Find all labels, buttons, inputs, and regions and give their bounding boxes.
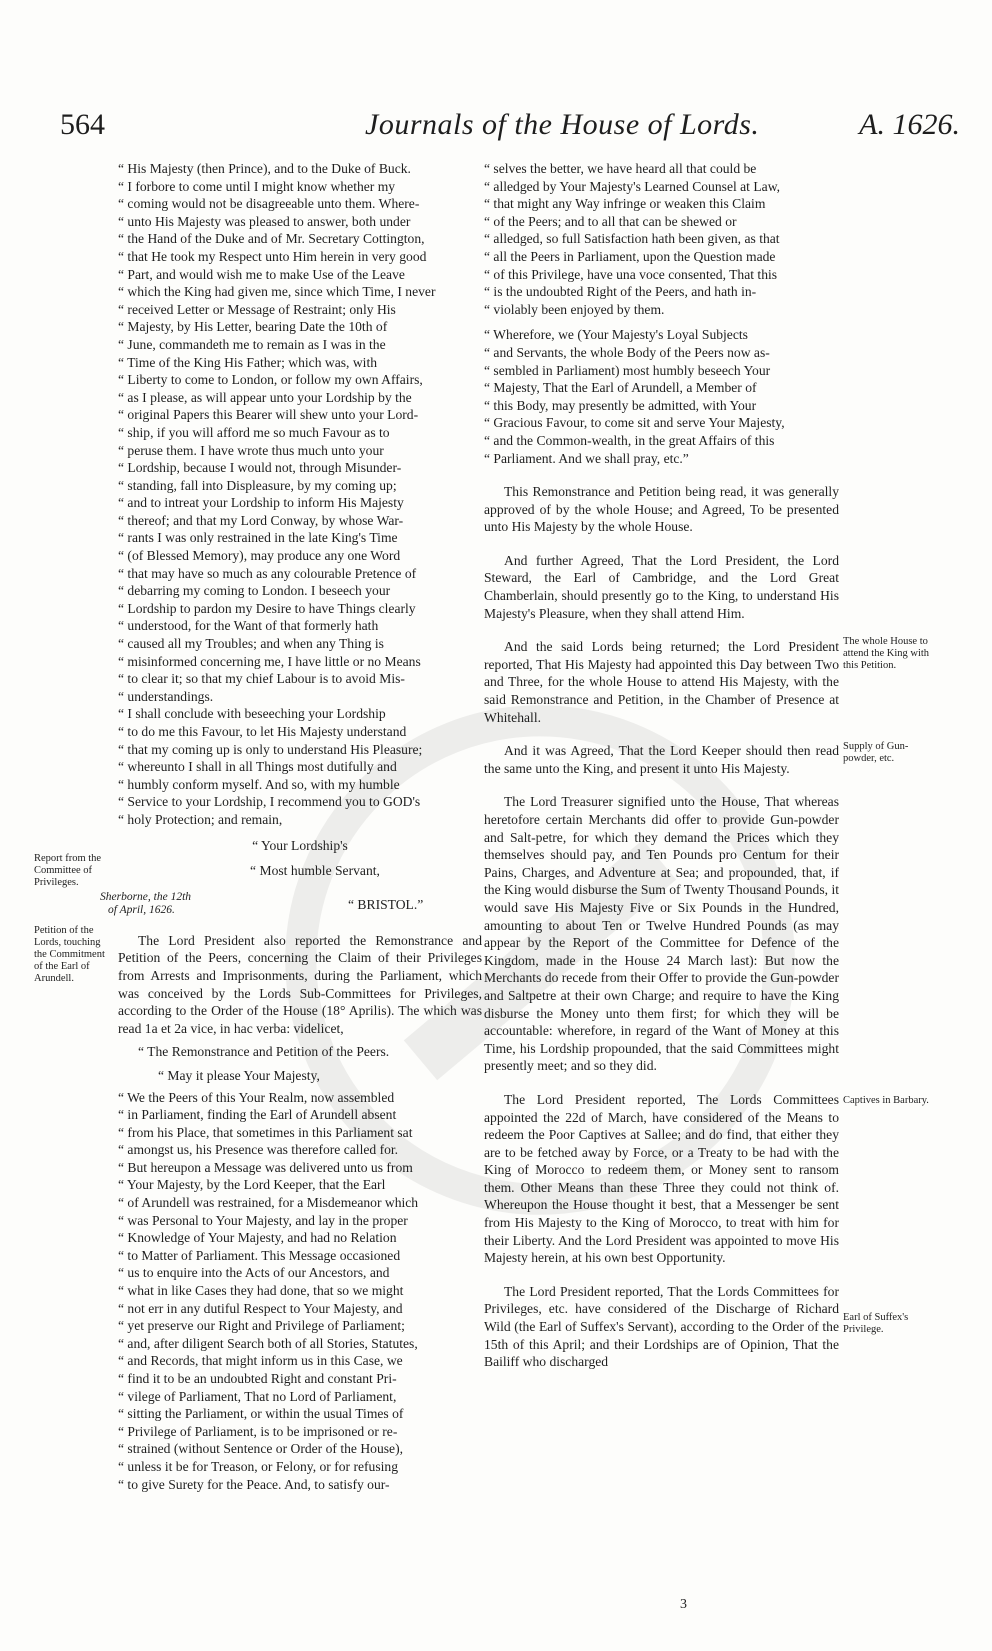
- wherefore-line: “ Gracious Favour, to come sit and serve Your Majesty,: [484, 415, 785, 431]
- margin-note-gunpowder: Supply of Gun-powder, etc.: [843, 741, 909, 764]
- letter-line: “ which the King had given me, since which Time, I never: [118, 284, 436, 300]
- petition-line: “ We the Peers of this Your Realm, now assembled: [118, 1089, 395, 1105]
- petition-line: “ and Records, that might inform us in this Case, we: [118, 1353, 403, 1369]
- petition-line: “ of this Privilege, have una voce consented, That this: [484, 266, 778, 282]
- page-year: A. 1626.: [859, 108, 960, 141]
- paragraph-captives: The Lord President reported, The Lords Committees appointed the 22d of March, have considered of the Means to redeem the Poor Captives at Sallee; and do find, that either they are to be fetched away by Force, or a Treaty to be had with the King of Morocco to redeem them, or Money sent to ransom them. Other Means than these Three they could not think of. Whereupon the House thought it best, that a Messenger be sent from His Majesty to the King of Morocco, to treat with him for their Liberty. And the Lord President was appointed to move His Majesty herein, at his own best Opportunity.: [484, 1091, 839, 1266]
- petition-line: “ alledged by Your Majesty's Learned Counsel at Law,: [484, 178, 781, 194]
- letter-line: “ understood, for the Want of that formerly hath: [118, 618, 379, 634]
- petition-line: “ find it to be an undoubted Right and constant Pri-: [118, 1371, 397, 1386]
- paragraph-further-agreed: And further Agreed, That the Lord President, the Lord Steward, the Earl of Cambridge, and the Lord Great Chamberlain, should presently go to the King, to understand His Majesty's Pleasure, when they shall attend Him.: [484, 552, 839, 621]
- letter-line: “ Liberty to come to London, or follow my own Affairs,: [118, 372, 423, 388]
- petition-line: “ violably been enjoyed by them.: [484, 301, 665, 317]
- petition-continuation: [484, 160, 839, 318]
- salutation: “ May it please Your Majesty,: [158, 1067, 320, 1083]
- letter-line: “ Lordship, because I would not, through Misunder-: [118, 460, 402, 476]
- closing-line: “ holy Protection; and remain,: [118, 811, 283, 827]
- dateline-block: [100, 890, 482, 920]
- petition-line: “ what in like Cases they had done, that so we might: [118, 1283, 404, 1299]
- letter-line: “ that may have so much as any colourable Pretence of: [118, 565, 417, 581]
- closing-line: “ whereunto I shall in all Things most dutifully and: [118, 759, 397, 775]
- margin-note-whole-house: The whole House to attend the King with this Petition.: [843, 636, 930, 671]
- wherefore-line: “ sembled in Parliament) most humbly beseech Your: [484, 362, 771, 378]
- margin-note-suffex: Earl of Suffex's Privilege.: [843, 1312, 909, 1335]
- wherefore-line: “ Majesty, That the Earl of Arundell, a Member of: [484, 380, 757, 396]
- letter-line: “ His Majesty (then Prince), and to the Duke of Buck.: [118, 161, 411, 176]
- letter-line: “ Part, and would wish me to make Use of the Leave: [118, 266, 405, 282]
- closing-line: “ Service to your Lordship, I recommend you to GOD's: [118, 794, 421, 810]
- wherefore-line: “ and Servants, the whole Body of the Peers now as-: [484, 344, 770, 360]
- petition-line: “ Your Majesty, by the Lord Keeper, that the Earl: [118, 1177, 386, 1193]
- wherefore-line: “ Parliament. And we shall pray, etc.”: [484, 450, 689, 466]
- paragraph-lords-returned: And the said Lords being returned; the Lord President reported, That His Majesty had appointed this Day between Two and Three, for the whole House to attend His Majesty, with the said Remonstrance and Petition, in the Chamber of Presence at Whitehall.: [484, 639, 839, 725]
- letter-line: “ Time of the King His Father; which was, with: [118, 354, 378, 370]
- petition-body: [118, 1089, 482, 1494]
- closing-line: “ that my coming up is only to understand His Pleasure;: [118, 741, 423, 757]
- wherefore-line: “ this Body, may presently be admitted, with Your: [484, 397, 757, 413]
- paragraph-lord-treasurer: The Lord Treasurer signified unto the House, That whereas heretofore certain Merchants did offer to provide Gun-powder and Salt-petre, for which they demand the Prices which they themselves should pay, and Ten Pounds pro Centum for their Pains, Charges, and Adventure at Sea; and propounded, that, if the King would disburse the Sum of Twenty Thousand Pounds, it would save His Majesty Five or Six Pounds in the Hundred, amounting to about Ten or Twelve Hundred Pounds (as may appear by the Report of the Committee for Defence of the Kingdom, made in the House 24 March last): But now the Merchants do recede from their Offer to provide the Gun-powder and Saltpetre at their own Charge; and require to have the King disburse the Money unto them first; for which they will be accountable: wherefore, in regard of the Want of Money at this Time, his Lordship propounded, that the said Committees might presently meet; and so they did.: [484, 794, 839, 1074]
- letter-line: “ to clear it; so that my chief Labour is to avoid Mis-: [118, 671, 405, 687]
- petition-line: “ us to enquire into the Acts of our Ancestors, and: [118, 1265, 390, 1281]
- wherefore-line: “ Wherefore, we (Your Majesty's Loyal Subjects: [484, 327, 748, 343]
- letter-line: “ coming would not be disagreeable unto them. Where-: [118, 196, 420, 212]
- letter-line: “ the Hand of the Duke and of Mr. Secretary Cottington,: [118, 231, 425, 247]
- right-column: [484, 160, 839, 1371]
- petition-line: “ alledged, so full Satisfaction hath been given, as that: [484, 231, 780, 247]
- letter-line: “ peruse them. I have wrote thus much unto your: [118, 442, 384, 458]
- sign-off-servant: “ Most humble Servant,: [250, 863, 380, 879]
- margin-note-petition-lords: Petition of the Lords, touching the Commitment of the Earl of Arundell.: [34, 925, 105, 984]
- signature-mark: 3: [680, 1597, 687, 1612]
- letter-line: “ understandings.: [118, 688, 214, 704]
- letter-line: “ debarring my coming to London. I beseech your: [118, 583, 391, 599]
- petition-line: “ of Arundell was restrained, for a Misdemeanor which: [118, 1195, 419, 1211]
- letter-line: “ I forbore to come until I might know whether my: [118, 178, 396, 194]
- petition-line: “ yet preserve our Right and Privilege of Parliament;: [118, 1318, 405, 1334]
- letter-line: “ unto His Majesty was pleased to answer, both under: [118, 213, 411, 229]
- petition-line: “ all the Peers in Parliament, upon the Question made: [484, 248, 776, 264]
- petition-line: “ and, after diligent Search both of all Stories, Statutes,: [118, 1335, 418, 1351]
- closing-line: “ to do me this Favour, to let His Majesty understand: [118, 724, 407, 739]
- petition-line: “ to Matter of Parliament. This Message occasioned: [118, 1247, 401, 1263]
- petition-line: “ strained (without Sentence or Order of the House),: [118, 1441, 403, 1457]
- page-number: 564: [60, 108, 105, 141]
- petition-line: “ was Personal to Your Majesty, and lay in the proper: [118, 1212, 408, 1228]
- letter-line: “ thereof; and that my Lord Conway, by whose War-: [118, 512, 404, 528]
- page-header: [60, 108, 960, 148]
- sign-off-lordship: “ Your Lordship's: [252, 837, 348, 853]
- letter-line: “ misinformed concerning me, I have little or no Means: [118, 653, 421, 669]
- letter-line: “ standing, fall into Displeasure, by my coming up;: [118, 477, 397, 493]
- letter-line: “ that He took my Respect unto Him herein in very good: [118, 248, 427, 264]
- petition-line: “ But hereupon a Message was delivered unto us from: [118, 1159, 413, 1175]
- petition-line: “ unless it be for Treason, or Felony, or for refusing: [118, 1458, 399, 1474]
- letter-line: “ (of Blessed Memory), may produce any one Word: [118, 548, 401, 564]
- letter-line: “ original Papers this Bearer will shew unto your Lord-: [118, 407, 419, 423]
- letter-body: [118, 160, 482, 705]
- running-title: Journals of the House of Lords.: [365, 108, 760, 141]
- letter-closing: [118, 705, 482, 828]
- petition-line: “ from his Place, that sometimes in this Parliament sat: [118, 1124, 413, 1140]
- petition-line: “ to give Surety for the Peace. And, to satisfy our-: [118, 1476, 390, 1492]
- petition-line: “ is the undoubted Right of the Peers, and hath in-: [484, 284, 757, 300]
- paragraph-approved: This Remonstrance and Petition being read, it was generally approved of by the whole House; and Agreed, To be presented unto His Majesty by the whole House.: [484, 484, 839, 535]
- wherefore-block: [484, 326, 839, 467]
- letter-line: “ ship, if you will afford me so much Favour as to: [118, 424, 390, 440]
- petition-line: “ not err in any dutiful Respect to Your Majesty, and: [118, 1300, 403, 1316]
- petition-line: “ sitting the Parliament, or within the usual Times of: [118, 1406, 404, 1422]
- petition-line: “ that might any Way infringe or weaken this Claim: [484, 196, 766, 212]
- letter-line: “ and to intreat your Lordship to inform His Majesty: [118, 495, 404, 511]
- petition-line: “ Knowledge of Your Majesty, and had no Relation: [118, 1230, 397, 1246]
- dateline-place: Sherborne, the 12th: [100, 890, 192, 903]
- letter-line: “ June, commandeth me to remain as I was in the: [118, 336, 386, 352]
- paragraph-lord-keeper: And it was Agreed, That the Lord Keeper should then read the same unto the King, and present it unto His Majesty.: [484, 743, 839, 776]
- letter-line: “ as I please, as will appear unto your Lordship by the: [118, 389, 412, 405]
- letter-line: “ received Letter or Message of Restraint; only His: [118, 301, 396, 317]
- report-paragraph: The Lord President also reported the Remonstrance and Petition of the Peers, concerning the Claim of their Privileges from Arrests and Imprisonments, during the Parliament, which was conceived by the Lords Sub-Committees for Privileges, according to the Order of the House (18° Aprilis). The which was read 1a et 2a vice, in hac verba: videlicet,: [118, 932, 482, 1036]
- wherefore-line: “ and the Common-wealth, in the great Affairs of this: [484, 432, 775, 448]
- petition-line: “ of the Peers; and to all that can be shewed or: [484, 213, 737, 229]
- letter-line: “ rants I was only restrained in the late King's Time: [118, 530, 398, 546]
- margin-note-captives: Captives in Barbary.: [843, 1095, 929, 1106]
- petition-line: “ amongst us, his Presence was therefore called for.: [118, 1142, 399, 1158]
- letter-line: “ caused all my Troubles; and when any Thing is: [118, 636, 384, 652]
- petition-line: “ selves the better, we have heard all that could be: [484, 161, 757, 176]
- paragraph-richard-wild: The Lord President reported, That the Lords Committees for Privileges, etc. have considered of the Discharge of Richard Wild (the Earl of Suffex's Servant), according to the Order of the 15th of this April; and their Lordships are of Opinion, That the Bailiff who discharged: [484, 1283, 839, 1370]
- dateline-date: of April, 1626.: [108, 903, 175, 916]
- remonstrance-title: “ The Remonstrance and Petition of the Peers.: [138, 1044, 390, 1060]
- closing-line: “ I shall conclude with beseeching your Lordship: [118, 706, 386, 722]
- margin-note-report-committee: Report from the Committee of Privileges.: [34, 853, 102, 888]
- signature-bristol: “ BRISTOL.”: [348, 896, 424, 912]
- closing-line: “ humbly conform myself. And so, with my humble: [118, 776, 400, 792]
- left-column: [100, 160, 482, 1493]
- petition-line: “ vilege of Parliament, That no Lord of Parliament,: [118, 1388, 397, 1404]
- letter-line: “ Lordship to pardon my Desire to have Things clearly: [118, 600, 416, 616]
- petition-line: “ in Parliament, finding the Earl of Arundell absent: [118, 1107, 397, 1123]
- petition-line: “ Privilege of Parliament, is to be imprisoned or re-: [118, 1423, 398, 1439]
- letter-line: “ Majesty, by His Letter, bearing Date the 10th of: [118, 319, 388, 335]
